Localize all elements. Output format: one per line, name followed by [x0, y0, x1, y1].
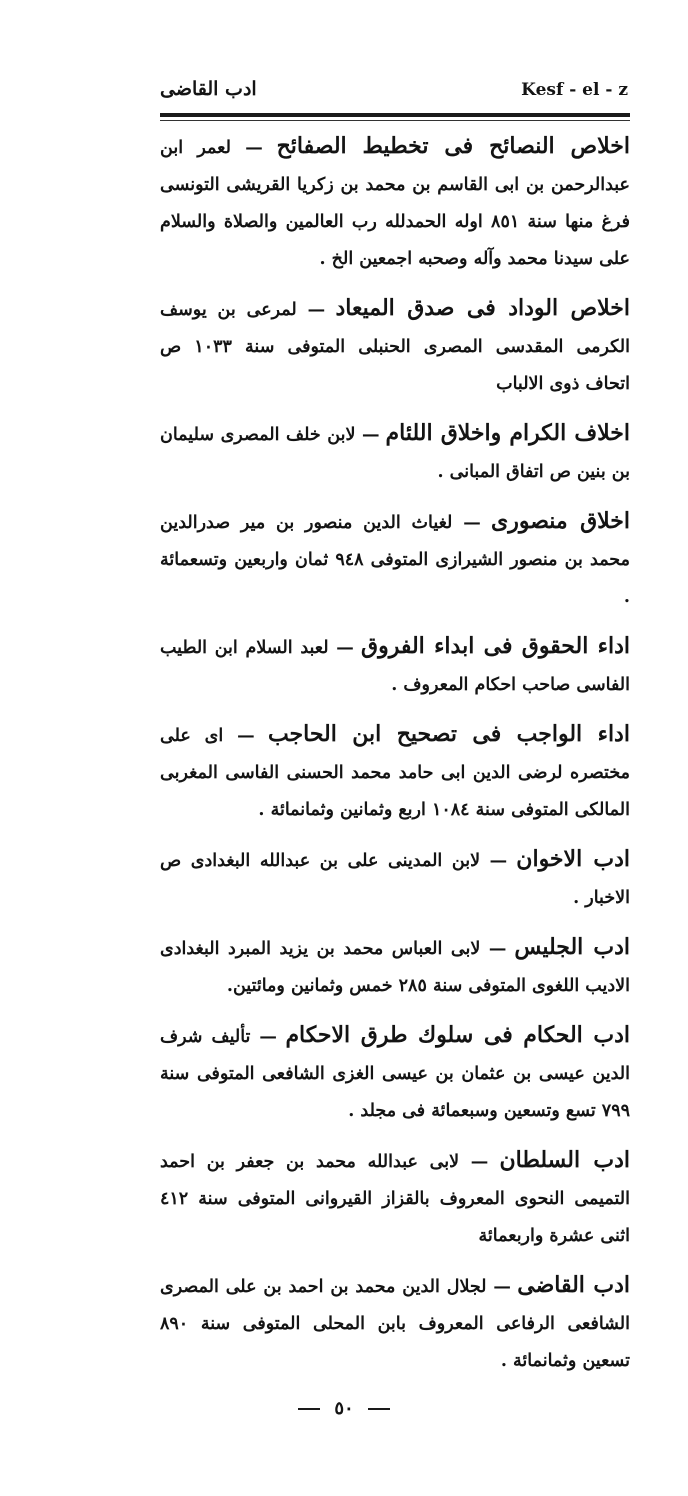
entry-title: اداء الواجب فى تصحيح ابن الحاجب: [267, 721, 630, 747]
entry-body: — لغياث الدين منصور بن مير صدرالدين محمد بن منصور الشيرازى المتوفى ٩٤٨ ثمان واربعين وتسعمائة .: [160, 513, 630, 607]
page-number: [0, 1398, 688, 1419]
entry-title: ادب الحكام فى سلوك طرق الاحكام: [285, 1022, 630, 1048]
entry-body: — لعمر ابن عبدالرحمن بن ابى القاسم بن محمد بن زكريا القريشى التونسى فرغ منها سنة ٨٥١ اوله الحمدلله رب العالمين والصلاة والسلام على سيدنا محمد وآله وصحبه اجمعين الخ .: [160, 138, 630, 269]
entry-body: — اى على مختصره لرضى الدين ابى حامد محمد الحسنى الفاسى المغربى المالكى المتوفى سنة ١٠٨٤ اربع وثمانين وثمانمائة .: [160, 726, 630, 820]
page-number-value: ٥٠: [334, 1398, 354, 1419]
entry-title: ادب القاضى: [517, 1272, 630, 1298]
entry-body: — لجلال الدين محمد بن احمد بن على المصرى الشافعى الرفاعى المعروف بابن المحلى المتوفى سنة ٨٩٠ تسعين وثمانمائة .: [160, 1277, 630, 1371]
page-number-dash: [368, 1408, 390, 1410]
entry: [160, 1142, 630, 1255]
header-rule-thick: [160, 113, 630, 117]
running-head: [160, 78, 628, 108]
entry-title: اخلاق منصورى: [491, 508, 630, 534]
entry-title: اخلاص الوداد فى صدق الميعاد: [335, 295, 630, 321]
entry-body: — لعبد السلام ابن الطيب الفاسى صاحب احكام المعروف .: [160, 638, 630, 695]
header-rule-thin: [160, 120, 630, 121]
entry-body: — لمرعى بن يوسف الكرمى المقدسى المصرى الحنبلى المتوفى سنة ١٠٣٣ ص اتحاف ذوى الالباب: [160, 300, 630, 394]
entry: [160, 628, 630, 704]
entry-body: — تأليف شرف الدين عيسى بن عثمان بن عيسى الغزى الشافعى المتوفى سنة ٧٩٩ تسع وتسعين وسبعمائة فى مجلد .: [160, 1027, 630, 1121]
entry: [160, 1267, 630, 1380]
entry: [160, 503, 630, 616]
running-head-title: ادب القاضى: [160, 78, 257, 100]
entry-body: — لابى العباس محمد بن يزيد المبرد البغدادى الاديب اللغوى المتوفى سنة ٢٨٥ خمس وثمانين ومائتين.: [160, 939, 630, 996]
page-number-dash: [298, 1408, 320, 1410]
entry-title: اخلاص النصائح فى تخطيط الصفائح: [276, 133, 630, 159]
entry: [160, 841, 630, 917]
entry-list: [160, 128, 630, 1392]
running-head-latin-title: Kesf - el - z: [521, 80, 628, 100]
entry-title: ادب السلطان: [499, 1147, 630, 1173]
entry-title: ادب الجليس: [514, 934, 630, 960]
entry-body: — لابن خلف المصرى سليمان بن بنين ص اتفاق المبانى .: [160, 425, 630, 482]
entry-body: — لابن المدينى على بن عبدالله البغدادى ص الاخبار .: [160, 851, 630, 908]
entry-title: ادب الاخوان: [516, 846, 630, 872]
entry: [160, 1017, 630, 1130]
entry-title: اخلاف الكرام واخلاق اللئام: [385, 420, 630, 446]
entry-body: — لابى عبدالله محمد بن جعفر بن احمد التميمى النحوى المعروف بالقزاز القيروانى المتوفى سنة ٤١٢ اثنى عشرة واربعمائة: [160, 1152, 630, 1246]
entry: [160, 929, 630, 1005]
entry: [160, 128, 630, 278]
entry: [160, 716, 630, 829]
entry: [160, 415, 630, 491]
entry-title: اداء الحقوق فى ابداء الفروق: [361, 633, 630, 659]
entry: [160, 290, 630, 403]
